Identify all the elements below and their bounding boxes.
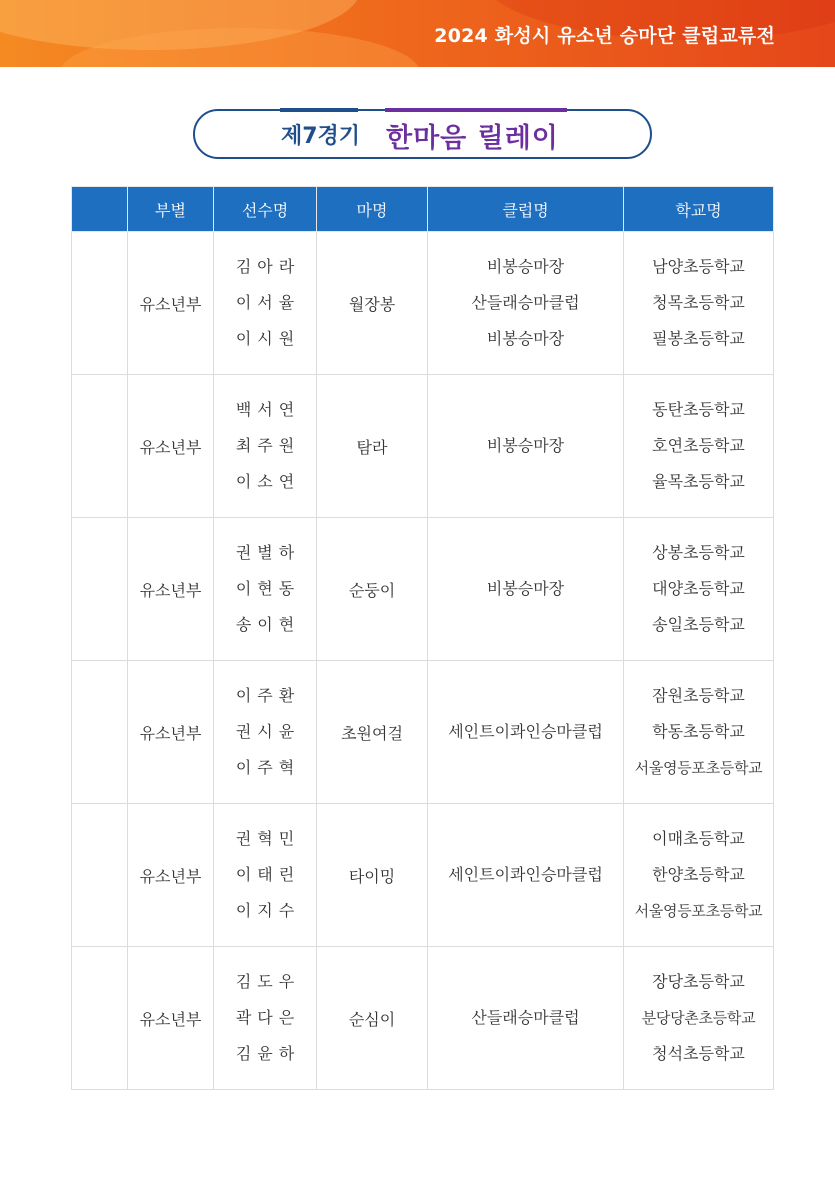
rider-name: 백서연 <box>235 400 301 419</box>
order-cell <box>72 375 128 518</box>
horse-cell: 탐라 <box>317 375 428 518</box>
club-cell <box>428 804 624 947</box>
riders-cell <box>214 661 317 804</box>
rider-name: 이현동 <box>235 579 301 598</box>
rider-name: 이주혁 <box>235 758 301 777</box>
club-name: 산들래승마클럽 <box>471 1008 580 1027</box>
column-header-order <box>72 187 128 232</box>
club-name: 세인트이콰인승마클럽 <box>448 722 603 741</box>
division-cell: 유소년부 <box>128 661 214 804</box>
column-header-school: 학교명 <box>624 187 774 232</box>
school-cell <box>624 375 774 518</box>
horse-cell: 타이밍 <box>317 804 428 947</box>
division-cell: 유소년부 <box>128 375 214 518</box>
school-name: 필봉초등학교 <box>652 329 745 348</box>
horse-cell: 순둥이 <box>317 518 428 661</box>
rider-name: 송이현 <box>235 615 301 634</box>
riders-cell <box>214 232 317 375</box>
club-name: 비봉승마장 <box>486 329 565 348</box>
rider-name: 곽다은 <box>235 1008 301 1027</box>
school-cell <box>624 661 774 804</box>
event-name-accent <box>385 108 567 112</box>
school-name: 남양초등학교 <box>652 257 745 276</box>
rider-name: 이소연 <box>235 472 301 491</box>
header-banner <box>0 0 835 67</box>
table-row <box>72 947 774 1090</box>
roster-table <box>71 186 774 1090</box>
table-header-row <box>72 187 774 232</box>
order-cell <box>72 947 128 1090</box>
school-name: 분당당촌초등학교 <box>641 1009 756 1027</box>
club-cell <box>428 661 624 804</box>
school-name: 학동초등학교 <box>652 722 745 741</box>
school-cell <box>624 232 774 375</box>
column-header-rider: 선수명 <box>214 187 317 232</box>
school-name: 청목초등학교 <box>652 293 745 312</box>
riders-cell <box>214 375 317 518</box>
event-number-accent <box>280 108 358 112</box>
school-name: 상봉초등학교 <box>652 543 745 562</box>
order-cell <box>72 804 128 947</box>
table-row <box>72 661 774 804</box>
division-cell: 유소년부 <box>128 947 214 1090</box>
school-name: 동탄초등학교 <box>652 400 745 419</box>
school-name: 장당초등학교 <box>652 972 745 991</box>
horse-cell: 초원여걸 <box>317 661 428 804</box>
school-name: 서울영등포초등학교 <box>634 759 763 777</box>
school-name: 잠원초등학교 <box>652 686 745 705</box>
club-cell <box>428 947 624 1090</box>
horse-cell: 순심이 <box>317 947 428 1090</box>
event-name: 한마음 릴레이 <box>386 123 559 154</box>
club-cell <box>428 232 624 375</box>
school-cell <box>624 804 774 947</box>
order-cell <box>72 661 128 804</box>
school-cell <box>624 518 774 661</box>
club-name: 세인트이콰인승마클럽 <box>448 865 603 884</box>
school-name: 율목초등학교 <box>652 472 745 491</box>
rider-name: 이시원 <box>235 329 301 348</box>
riders-cell <box>214 947 317 1090</box>
rider-name: 최주원 <box>235 436 301 455</box>
rider-name: 이주환 <box>235 686 301 705</box>
rider-name: 김아라 <box>235 257 301 276</box>
horse-cell: 월장봉 <box>317 232 428 375</box>
school-name: 송일초등학교 <box>652 615 745 634</box>
school-name: 대양초등학교 <box>652 579 745 598</box>
school-name: 청석초등학교 <box>652 1044 745 1063</box>
division-cell: 유소년부 <box>128 232 214 375</box>
table-row <box>72 232 774 375</box>
column-header-division: 부별 <box>128 187 214 232</box>
riders-cell <box>214 518 317 661</box>
school-name: 이매초등학교 <box>652 829 745 848</box>
column-header-club: 클럽명 <box>428 187 624 232</box>
club-name: 비봉승마장 <box>486 257 565 276</box>
column-header-horse: 마명 <box>317 187 428 232</box>
club-name: 비봉승마장 <box>486 436 565 455</box>
school-name: 한양초등학교 <box>652 865 745 884</box>
rider-name: 이서율 <box>235 293 301 312</box>
school-cell <box>624 947 774 1090</box>
division-cell: 유소년부 <box>128 518 214 661</box>
club-name: 산들래승마클럽 <box>471 293 580 312</box>
club-cell <box>428 375 624 518</box>
competition-title: 2024 화성시 유소년 승마단 클럽교류전 <box>434 25 775 47</box>
school-name: 호연초등학교 <box>652 436 745 455</box>
event-number: 제7경기 <box>281 124 361 149</box>
rider-name: 권별하 <box>235 543 301 562</box>
rider-name: 이지수 <box>235 901 301 920</box>
rider-name: 김윤하 <box>235 1044 301 1063</box>
club-cell <box>428 518 624 661</box>
division-cell: 유소년부 <box>128 804 214 947</box>
rider-name: 권혁민 <box>235 829 301 848</box>
rider-name: 김도우 <box>235 972 301 991</box>
riders-cell <box>214 804 317 947</box>
table-row <box>72 375 774 518</box>
order-cell <box>72 232 128 375</box>
rider-name: 이태린 <box>235 865 301 884</box>
table-row <box>72 518 774 661</box>
school-name: 서울영등포초등학교 <box>634 902 763 920</box>
rider-name: 권시윤 <box>235 722 301 741</box>
event-title-box <box>193 109 652 159</box>
table-row <box>72 804 774 947</box>
club-name: 비봉승마장 <box>486 579 565 598</box>
order-cell <box>72 518 128 661</box>
